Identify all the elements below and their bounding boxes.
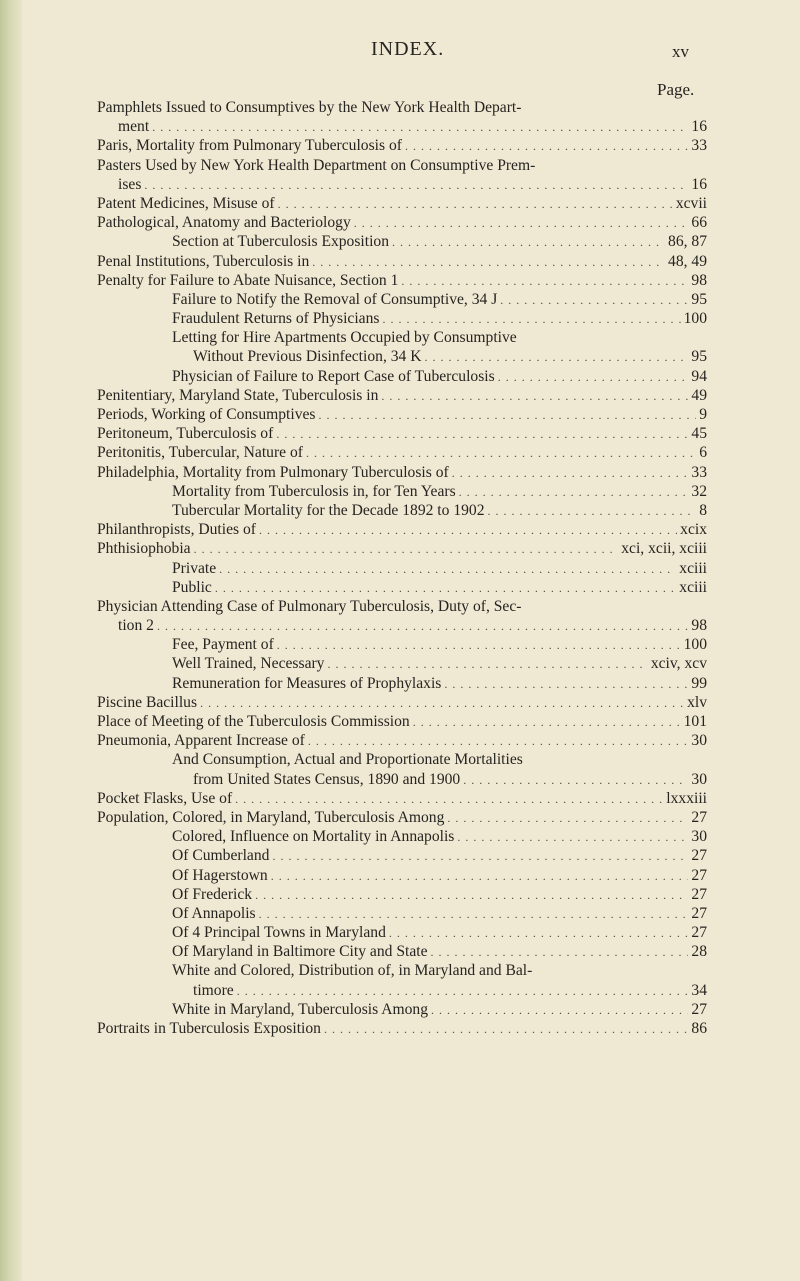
index-entry: [97, 961, 707, 980]
index-entry-text: Philanthropists, Duties of: [97, 521, 256, 539]
index-entry-text: Of Annapolis: [172, 904, 256, 922]
index-entry-page-ref: 95: [691, 290, 707, 308]
index-entry: [97, 559, 707, 578]
index-entry-page-ref: 27: [691, 847, 707, 865]
dot-leader: [259, 520, 677, 540]
dot-leader: [271, 866, 689, 886]
index-entry-text: Of Cumberland: [172, 847, 270, 865]
dot-leader: [235, 789, 663, 809]
index-entry-page-ref: 16: [691, 118, 707, 136]
dot-leader: [306, 443, 696, 463]
dot-leader: [444, 674, 688, 694]
index-entry-page-ref: 27: [691, 866, 707, 884]
dot-leader: [405, 136, 688, 156]
index-entry: [97, 175, 707, 194]
index-entry: [97, 770, 707, 789]
dot-leader: [457, 827, 688, 847]
index-entry-page-ref: xlv: [687, 693, 707, 711]
dot-leader: [237, 981, 689, 1001]
index-entry-page-ref: xciii: [679, 559, 707, 577]
index-entry-page-ref: 16: [691, 175, 707, 193]
index-entry-text: Patent Medicines, Misuse of: [97, 194, 275, 212]
dot-leader: [498, 367, 689, 387]
index-entry-page-ref: xcix: [680, 521, 707, 539]
index-entry: [97, 117, 707, 136]
index-entry-text: Fraudulent Returns of Physicians: [172, 310, 380, 328]
index-entry-text: Private: [172, 559, 217, 577]
index-entry: [97, 1000, 707, 1019]
index-entry-page-ref: 27: [691, 885, 707, 903]
index-entry-page-ref: 99: [691, 674, 707, 692]
index-entry-page-ref: 6: [699, 444, 707, 462]
index-entry: [97, 904, 707, 923]
dot-leader: [276, 424, 688, 444]
index-entry: [97, 98, 707, 117]
index-entry-text: Population, Colored, in Maryland, Tuberculosis Among: [97, 808, 445, 826]
dot-leader: [392, 232, 665, 252]
index-entry-text: Of 4 Principal Towns in Maryland: [172, 924, 386, 942]
index-entry-page-ref: 98: [691, 271, 707, 289]
index-entry-text: tion 2: [118, 617, 154, 635]
dot-leader: [272, 846, 688, 866]
index-entry: [97, 328, 707, 347]
index-entry: [97, 443, 707, 462]
index-entry-text: Well Trained, Necessary: [172, 655, 325, 673]
index-entry-page-ref: 27: [691, 904, 707, 922]
index-entry: [97, 405, 707, 424]
index-entry-text: Section at Tuberculosis Exposition: [172, 233, 390, 251]
index-entry-page-ref: 30: [691, 732, 707, 750]
index-entry-text: Tubercular Mortality for the Decade 1892 to 1902: [172, 501, 485, 519]
dot-leader: [194, 539, 619, 559]
index-entry: [97, 750, 707, 769]
index-page: [97, 0, 707, 1037]
index-entry-text: Public: [172, 578, 212, 596]
index-entry-text: ises: [118, 175, 142, 193]
index-entry-page-ref: 86, 87: [668, 233, 707, 251]
dot-leader: [413, 712, 681, 732]
index-entry-page-ref: lxxxiii: [666, 789, 707, 807]
index-entry: [97, 520, 707, 539]
index-entry-page-ref: 98: [691, 617, 707, 635]
index-entry: [97, 616, 707, 635]
index-entry-page-ref: 8: [699, 501, 707, 519]
index-entry: [97, 654, 707, 673]
dot-leader: [144, 175, 688, 195]
index-entry: [97, 290, 707, 309]
dot-leader: [152, 117, 688, 137]
index-entry-text: Colored, Influence on Mortality in Annapolis: [172, 828, 455, 846]
index-entry: [97, 885, 707, 904]
index-entry-text: And Consumption, Actual and Proportionate Mortalities: [172, 751, 523, 769]
dot-leader: [200, 693, 684, 713]
index-entry-text: Pneumonia, Apparent Increase of: [97, 732, 305, 750]
index-entry-text: White in Maryland, Tuberculosis Among: [172, 1000, 428, 1018]
index-entry-text: timore: [193, 981, 234, 999]
dot-leader: [452, 463, 689, 483]
index-entry: [97, 482, 707, 501]
index-entry-page-ref: 48, 49: [668, 252, 707, 270]
dot-leader: [389, 923, 689, 943]
index-entry: [97, 501, 707, 520]
index-entry-text: Physician Attending Case of Pulmonary Tuberculosis, Duty of, Sec-: [97, 597, 522, 615]
dot-leader: [500, 290, 688, 310]
index-entry-text: Peritoneum, Tuberculosis of: [97, 425, 274, 443]
page-number: xv: [672, 42, 689, 61]
index-entry-text: Remuneration for Measures of Prophylaxis: [172, 674, 442, 692]
running-head: INDEX.: [371, 38, 445, 60]
index-entry-page-ref: 100: [683, 310, 707, 328]
dot-leader: [381, 386, 688, 406]
index-entry-page-ref: 49: [691, 386, 707, 404]
index-entry-text: Peritonitis, Tubercular, Nature of: [97, 444, 303, 462]
index-entry: [97, 1019, 707, 1038]
index-entry-list: [97, 98, 707, 1038]
index-entry-page-ref: 45: [691, 425, 707, 443]
index-entry-text: Phthisiophobia: [97, 540, 191, 558]
index-entry-page-ref: 27: [691, 1000, 707, 1018]
index-entry-text: Of Frederick: [172, 885, 253, 903]
page-header: [97, 0, 707, 62]
index-entry-text: Philadelphia, Mortality from Pulmonary Tuberculosis of: [97, 463, 449, 481]
index-entry-page-ref: 28: [691, 943, 707, 961]
index-entry: [97, 194, 707, 213]
index-entry: [97, 232, 707, 251]
index-entry-page-ref: 66: [691, 214, 707, 232]
index-entry-text: Paris, Mortality from Pulmonary Tuberculosis of: [97, 137, 402, 155]
dot-leader: [425, 347, 689, 367]
page-column-heading: Page.: [657, 80, 695, 99]
dot-leader: [354, 213, 689, 233]
index-entry-page-ref: 86: [691, 1020, 707, 1037]
dot-leader: [157, 616, 688, 636]
index-entry-text: Piscine Bacillus: [97, 693, 198, 711]
dot-leader: [324, 1019, 688, 1039]
index-entry: [97, 789, 707, 808]
index-entry-text: ment: [118, 118, 150, 136]
index-entry: [97, 424, 707, 443]
index-entry: [97, 271, 707, 290]
index-entry: [97, 866, 707, 885]
dot-leader: [319, 405, 697, 425]
index-entry: [97, 213, 707, 232]
index-entry-page-ref: 27: [691, 924, 707, 942]
index-entry-page-ref: 100: [683, 636, 707, 654]
index-entry: [97, 463, 707, 482]
page-gutter-shadow: [0, 0, 22, 1281]
dot-leader: [255, 885, 688, 905]
dot-leader: [308, 731, 689, 751]
index-entry-page-ref: 101: [683, 713, 707, 730]
dot-leader: [463, 770, 688, 790]
index-entry: [97, 981, 707, 1000]
index-entry-text: Pathological, Anatomy and Bacteriology: [97, 214, 351, 232]
index-entry-page-ref: 32: [691, 482, 707, 500]
index-entry-page-ref: 30: [691, 770, 707, 788]
index-entry: [97, 539, 707, 558]
index-entry-page-ref: 95: [691, 348, 707, 366]
index-entry: [97, 693, 707, 712]
dot-leader: [431, 1000, 688, 1020]
index-entry-text: from United States Census, 1890 and 1900: [193, 770, 461, 788]
index-entry: [97, 347, 707, 366]
index-entry-text: Place of Meeting of the Tuberculosis Commission: [97, 713, 410, 730]
index-entry: [97, 827, 707, 846]
dot-leader: [459, 482, 689, 502]
dot-leader: [382, 309, 680, 329]
index-entry: [97, 846, 707, 865]
index-entry: [97, 712, 707, 731]
index-entry-page-ref: 33: [691, 137, 707, 155]
index-entry: [97, 309, 707, 328]
dot-leader: [431, 942, 689, 962]
index-entry-text: Portraits in Tuberculosis Exposition: [97, 1020, 321, 1037]
index-entry-page-ref: xci, xcii, xciii: [621, 540, 707, 558]
dot-leader: [259, 904, 689, 924]
index-entry: [97, 156, 707, 175]
index-entry-text: Letting for Hire Apartments Occupied by Consumptive: [172, 329, 517, 347]
index-entry-text: Without Previous Disinfection, 34 K: [193, 348, 422, 366]
index-entry-text: Pasters Used by New York Health Department on Consumptive Prem-: [97, 156, 536, 174]
index-entry: [97, 597, 707, 616]
dot-leader: [327, 654, 647, 674]
index-entry-page-ref: 27: [691, 808, 707, 826]
index-entry-text: Failure to Notify the Removal of Consumptive, 34 J: [172, 290, 498, 308]
index-entry: [97, 136, 707, 155]
dot-leader: [401, 271, 688, 291]
index-entry-page-ref: 9: [699, 406, 707, 423]
index-entry-text: Penalty for Failure to Abate Nuisance, Section 1: [97, 271, 399, 289]
index-entry-text: Mortality from Tuberculosis in, for Ten Years: [172, 482, 456, 500]
index-entry-text: Pamphlets Issued to Consumptives by the New York Health Depart-: [97, 99, 522, 116]
index-entry: [97, 808, 707, 827]
dot-leader: [312, 252, 665, 272]
index-entry: [97, 674, 707, 693]
index-entry-text: Physician of Failure to Report Case of Tuberculosis: [172, 367, 495, 385]
dot-leader: [488, 501, 697, 521]
index-entry-text: Periods, Working of Consumptives: [97, 406, 316, 423]
index-entry: [97, 731, 707, 750]
index-entry-text: Of Maryland in Baltimore City and State: [172, 943, 428, 961]
dot-leader: [277, 635, 681, 655]
index-entry: [97, 635, 707, 654]
index-entry-text: White and Colored, Distribution of, in Maryland and Bal-: [172, 962, 533, 980]
index-entry-text: Fee, Payment of: [172, 636, 274, 654]
index-entry-page-ref: 33: [691, 463, 707, 481]
index-entry-page-ref: xciv, xcv: [650, 655, 707, 673]
index-entry: [97, 578, 707, 597]
index-entry: [97, 923, 707, 942]
index-entry-text: Pocket Flasks, Use of: [97, 789, 233, 807]
index-entry-page-ref: 94: [691, 367, 707, 385]
index-entry: [97, 942, 707, 961]
index-entry: [97, 386, 707, 405]
dot-leader: [278, 194, 673, 214]
index-entry-page-ref: xciii: [679, 578, 707, 596]
dot-leader: [215, 578, 676, 598]
index-entry-page-ref: 30: [691, 828, 707, 846]
index-entry-text: Penal Institutions, Tuberculosis in: [97, 252, 310, 270]
index-entry: [97, 367, 707, 386]
index-entry-page-ref: 34: [691, 981, 707, 999]
dot-leader: [219, 559, 676, 579]
index-entry-text: Of Hagerstown: [172, 866, 268, 884]
index-entry: [97, 252, 707, 271]
dot-leader: [447, 808, 688, 828]
index-entry-page-ref: xcvii: [675, 194, 707, 212]
index-entry-text: Penitentiary, Maryland State, Tuberculosis in: [97, 386, 379, 404]
